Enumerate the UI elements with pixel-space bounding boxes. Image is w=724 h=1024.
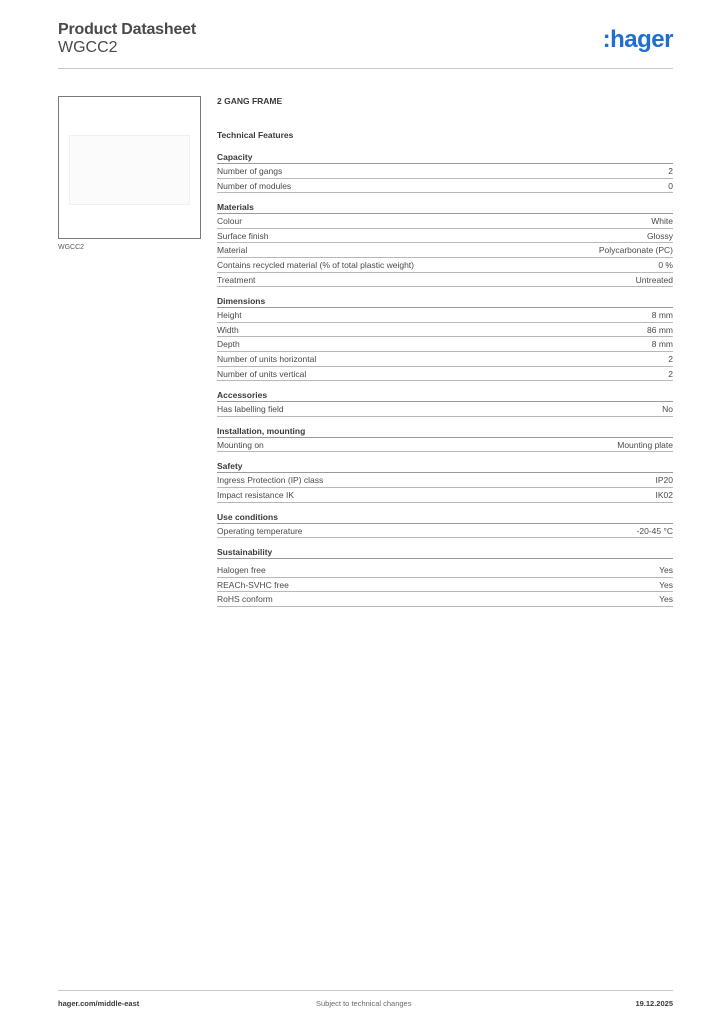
spec-row xyxy=(217,308,673,323)
spec-group-title: Materials xyxy=(217,201,673,214)
spec-value: 0 xyxy=(668,180,673,191)
spec-value: Yes xyxy=(659,594,673,605)
spec-label: Depth xyxy=(217,339,240,350)
spec-group xyxy=(217,425,673,453)
spec-group xyxy=(217,511,673,539)
spec-label: Contains recycled material (% of total plastic weight) xyxy=(217,259,414,270)
spec-value: Yes xyxy=(659,565,673,576)
spec-group xyxy=(217,295,673,381)
product-image xyxy=(58,96,201,239)
spec-value: 2 xyxy=(668,353,673,364)
spec-label: Height xyxy=(217,310,242,321)
spec-label: Number of gangs xyxy=(217,166,283,176)
spec-group-title: Dimensions xyxy=(217,295,673,308)
spec-label: Width xyxy=(217,324,239,335)
spec-label: Treatment xyxy=(217,274,256,285)
spec-value: White xyxy=(651,216,673,227)
logo-text: :hager xyxy=(602,26,673,53)
spec-sheet xyxy=(217,95,673,607)
spec-group xyxy=(217,460,673,502)
spec-group-title: Sustainability xyxy=(217,546,673,559)
spec-row xyxy=(217,563,673,578)
spec-label: Impact resistance IK xyxy=(217,489,295,500)
spec-group xyxy=(217,546,673,607)
spec-row xyxy=(217,229,673,244)
frame-illustration xyxy=(69,135,190,205)
product-image-caption: WGCC2 xyxy=(58,244,85,251)
spec-row xyxy=(217,488,673,503)
spec-value: Untreated xyxy=(635,274,673,285)
spec-label: REACh-SVHC free xyxy=(217,579,289,590)
spec-label: Material xyxy=(217,245,248,256)
spec-label: Colour xyxy=(217,216,243,227)
spec-value: IK02 xyxy=(655,489,673,500)
spec-group xyxy=(217,151,673,193)
spec-group-title: Accessories xyxy=(217,389,673,402)
spec-value: 86 mm xyxy=(647,324,673,335)
spec-value: Glossy xyxy=(647,230,673,241)
document-subtitle: WGCC2 xyxy=(58,39,118,56)
spec-label: Number of units vertical xyxy=(217,368,307,379)
spec-row xyxy=(217,402,673,417)
spec-row xyxy=(217,578,673,593)
spec-row xyxy=(217,323,673,338)
spec-row xyxy=(217,352,673,367)
spec-row xyxy=(217,273,673,288)
page-footer xyxy=(58,990,673,1014)
spec-row xyxy=(217,592,673,607)
spec-row xyxy=(217,524,673,539)
spec-row xyxy=(217,243,673,258)
spec-group xyxy=(217,201,673,287)
footer-notice: Subject to technical changes xyxy=(316,999,412,1008)
spec-group xyxy=(217,389,673,417)
spec-value: Polycarbonate (PC) xyxy=(598,245,673,256)
spec-value: 0 % xyxy=(658,259,673,270)
spec-row xyxy=(217,179,673,194)
hager-logo xyxy=(603,26,673,54)
spec-row xyxy=(217,164,673,179)
spec-row xyxy=(217,214,673,229)
spec-value: Yes xyxy=(659,579,673,590)
spec-value: No xyxy=(662,404,673,415)
spec-label: Operating temperature xyxy=(217,525,303,536)
spec-group-title: Installation, mounting xyxy=(217,425,673,438)
footer-date: 19.12.2025 xyxy=(635,999,673,1008)
spec-value: -20-45 °C xyxy=(636,525,673,536)
spec-group-title: Capacity xyxy=(217,151,673,164)
spec-group-title: Safety xyxy=(217,460,673,473)
document-title: Product Datasheet xyxy=(58,21,196,38)
page-header xyxy=(58,21,673,69)
spec-row xyxy=(217,337,673,352)
spec-value: 2 xyxy=(668,368,673,379)
spec-value: 2 xyxy=(668,166,673,176)
spec-value: Mounting plate xyxy=(617,439,673,450)
spec-label: Halogen free xyxy=(217,565,266,576)
spec-value: IP20 xyxy=(655,475,673,486)
spec-groups xyxy=(217,151,673,607)
footer-website: hager.com/middle-east xyxy=(58,999,140,1008)
spec-group-title: Use conditions xyxy=(217,511,673,524)
technical-features-heading: Technical Features xyxy=(217,130,294,140)
spec-value: 8 mm xyxy=(651,339,673,350)
spec-label: Surface finish xyxy=(217,230,269,241)
spec-label: Number of units horizontal xyxy=(217,353,317,364)
spec-label: RoHS conform xyxy=(217,594,273,605)
product-name: 2 GANG FRAME xyxy=(217,96,283,106)
spec-row xyxy=(217,473,673,488)
spec-label: Mounting on xyxy=(217,439,264,450)
spec-row xyxy=(217,258,673,273)
spec-label: Number of modules xyxy=(217,180,292,191)
spec-label: Has labelling field xyxy=(217,404,284,415)
spec-row xyxy=(217,367,673,382)
spec-label: Ingress Protection (IP) class xyxy=(217,475,324,486)
spec-value: 8 mm xyxy=(651,310,673,321)
spec-row xyxy=(217,438,673,453)
